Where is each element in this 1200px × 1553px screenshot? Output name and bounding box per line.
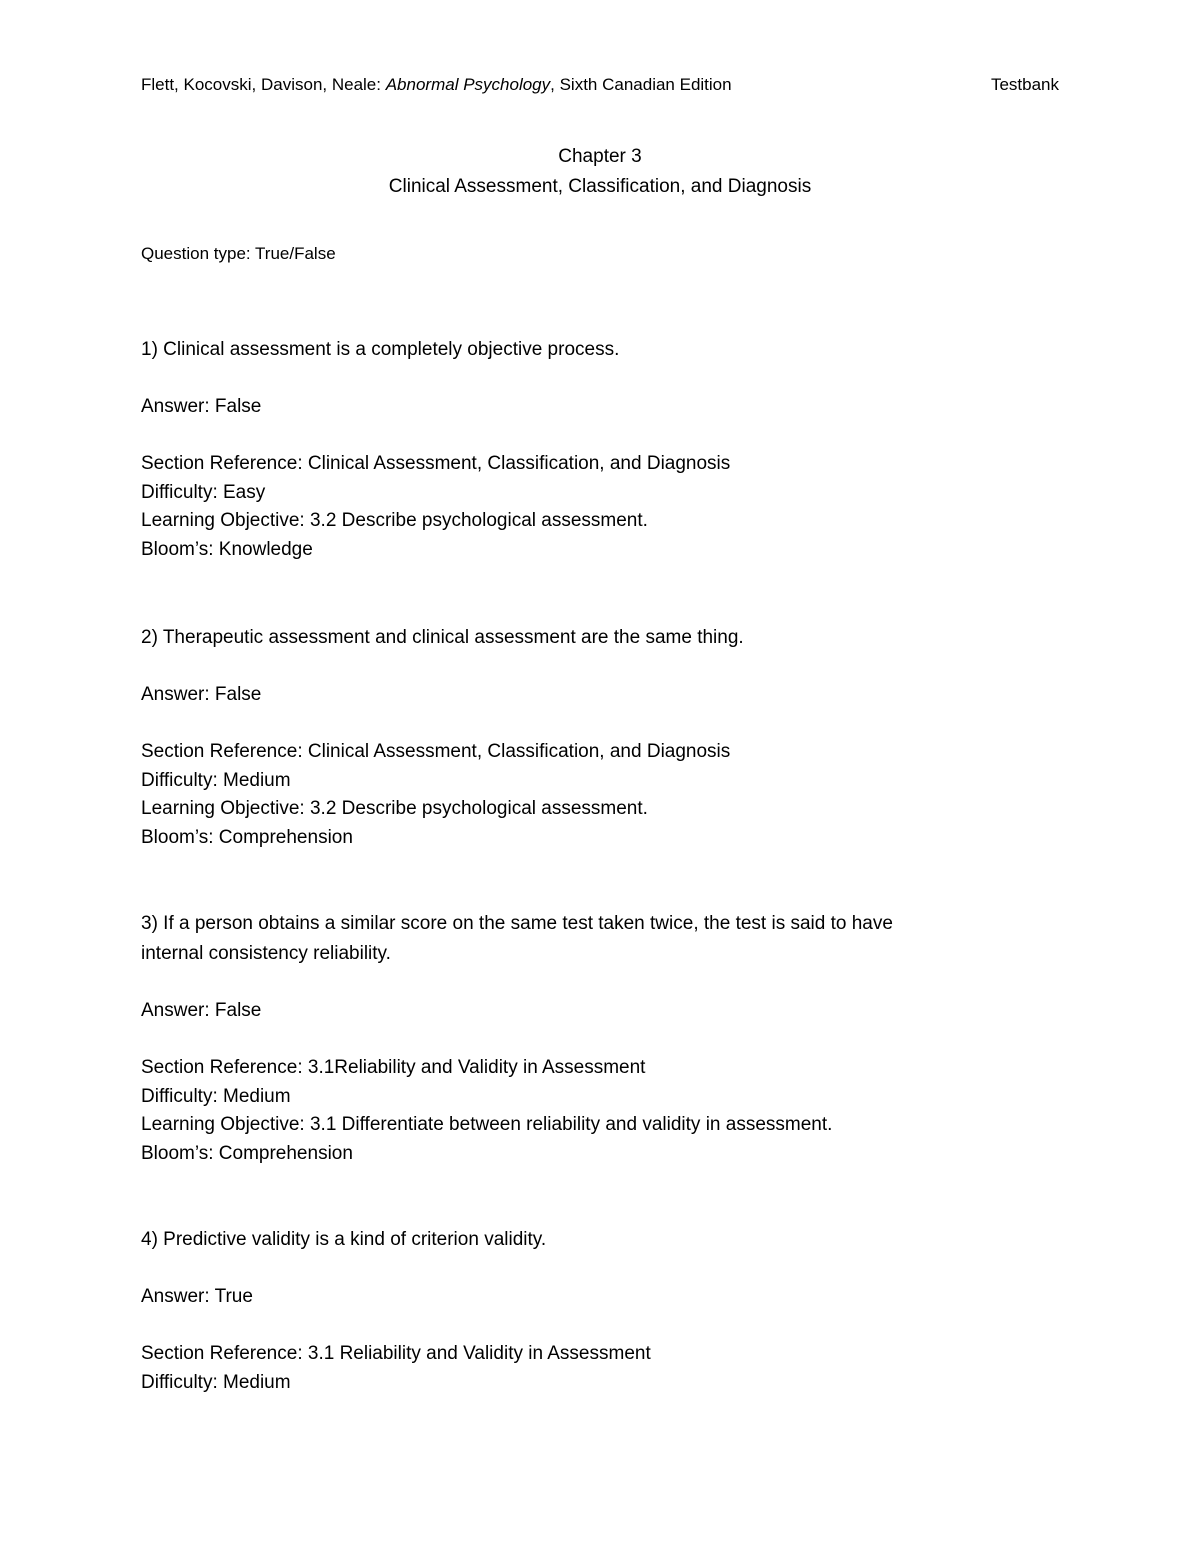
question-stem: 1) Clinical assessment is a completely objective process. [141, 339, 620, 360]
chapter-heading [0, 142, 1200, 202]
question-type-label: Question type: True/False [141, 244, 336, 263]
section-reference: Section Reference: Clinical Assessment, Classification, and Diagnosis [141, 741, 731, 762]
question-stem-continued: internal consistency reliability. [141, 943, 391, 964]
question-block [141, 1225, 1021, 1397]
question-metadata [141, 738, 1021, 853]
learning-objective: Learning Objective: 3.2 Describe psychological assessment. [141, 510, 648, 532]
blooms-level: Bloom’s: Comprehension [141, 827, 353, 849]
header-edition: , Sixth Canadian Edition [550, 75, 732, 94]
header-citation [141, 72, 732, 98]
learning-objective: Learning Objective: 3.1 Differentiate between reliability and validity in assessment. [141, 1114, 833, 1136]
question-answer: Answer: False [141, 396, 262, 417]
question-stem: 2) Therapeutic assessment and clinical assessment are the same thing. [141, 627, 744, 648]
difficulty: Difficulty: Medium [141, 1085, 291, 1107]
question-answer: Answer: False [141, 1000, 262, 1021]
blooms-level: Bloom’s: Knowledge [141, 539, 313, 561]
chapter-number: Chapter 3 [558, 146, 642, 167]
chapter-title: Clinical Assessment, Classification, and Diagnosis [388, 176, 812, 197]
question-block [141, 909, 1021, 1169]
section-reference: Section Reference: 3.1 Reliability and Validity in Assessment [141, 1343, 651, 1364]
question-metadata [141, 450, 1021, 565]
running-header [141, 72, 1059, 98]
question-block [141, 335, 1021, 565]
blooms-level: Bloom’s: Comprehension [141, 1143, 353, 1165]
question-metadata [141, 1054, 1021, 1169]
question-metadata [141, 1340, 1021, 1397]
learning-objective: Learning Objective: 3.2 Describe psychological assessment. [141, 798, 648, 820]
difficulty: Difficulty: Easy [141, 481, 266, 503]
question-block [141, 623, 1021, 853]
difficulty: Difficulty: Medium [141, 1371, 291, 1393]
section-reference: Section Reference: 3.1Reliability and Validity in Assessment [141, 1057, 646, 1078]
question-stem: 3) If a person obtains a similar score on the same test taken twice, the test is said to have [141, 913, 893, 934]
question-answer: Answer: True [141, 1286, 253, 1307]
question-stem: 4) Predictive validity is a kind of criterion validity. [141, 1229, 547, 1250]
header-label: Testbank [990, 75, 1059, 94]
section-reference: Section Reference: Clinical Assessment, Classification, and Diagnosis [141, 453, 731, 474]
header-book-title: Abnormal Psychology [385, 75, 551, 94]
question-answer: Answer: False [141, 684, 262, 705]
difficulty: Difficulty: Medium [141, 769, 291, 791]
header-authors: Flett, Kocovski, Davison, Neale: [141, 75, 386, 94]
